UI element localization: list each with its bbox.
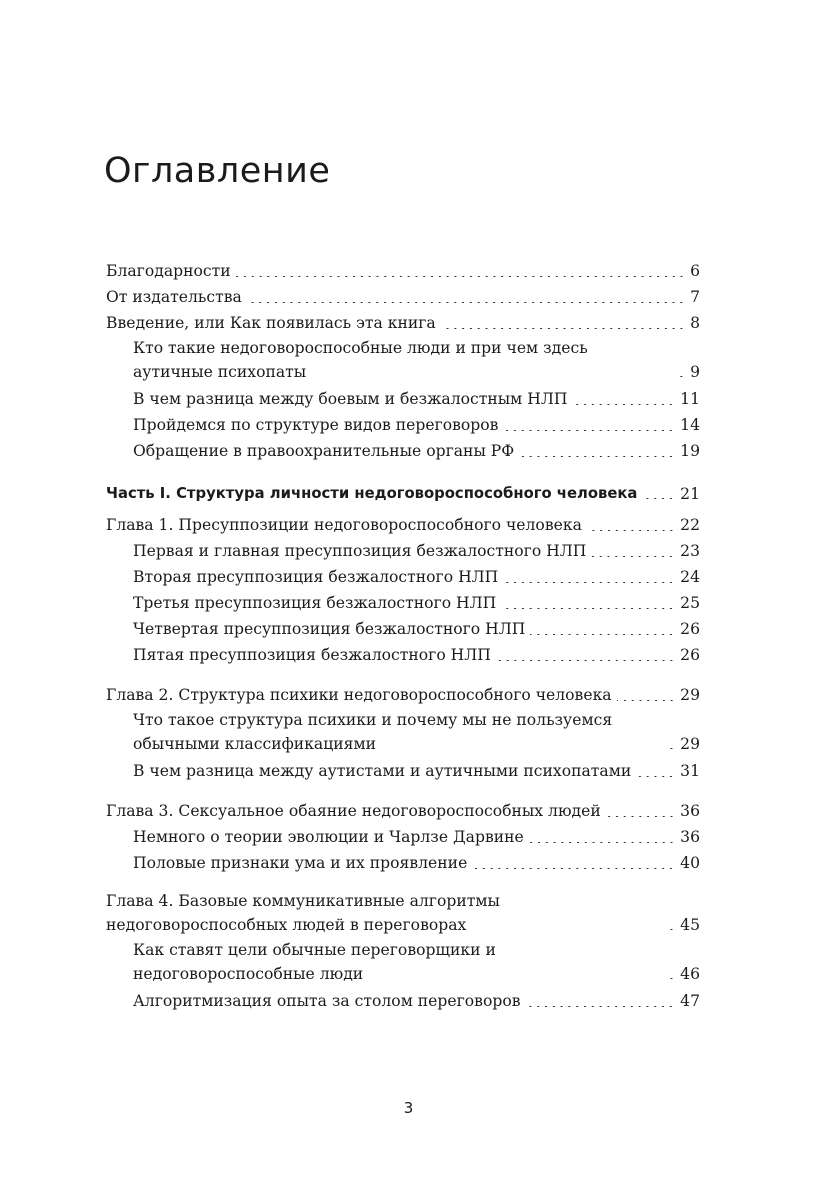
- toc-subentry[interactable]: [106, 939, 700, 986]
- toc-entry-label: Глава 4. Базовые коммуникативные алгоритмы недоговороспособных людей в переговорах: [106, 892, 500, 934]
- toc-group-part-1: [106, 480, 700, 668]
- toc-entry-label: Половые признаки ума и их проявление: [133, 854, 468, 872]
- toc-page-number: 24: [680, 568, 700, 586]
- toc-entry-label: Первая и главная пресуппозиция безжалостного НЛП: [133, 542, 587, 560]
- toc-page-number: 11: [680, 390, 700, 408]
- dot-leader: [525, 1006, 675, 1007]
- toc-subentry[interactable]: [106, 616, 700, 642]
- toc-page-number: 26: [680, 620, 700, 638]
- dot-leader: [247, 302, 685, 303]
- toc-page-number: 6: [690, 262, 700, 280]
- dot-leader: [667, 978, 675, 979]
- toc-entry-label: Обращение в правоохранительные органы РФ: [133, 442, 515, 460]
- toc-subentry[interactable]: [106, 538, 700, 564]
- toc-subentry[interactable]: [106, 709, 700, 756]
- toc-entry-label: Глава 3. Сексуальное обаяние недоговороспособных людей: [106, 802, 601, 820]
- dot-leader: [667, 929, 675, 930]
- dot-leader: [236, 276, 685, 277]
- dot-leader: [617, 700, 676, 701]
- toc-entry-label: Алгоритмизация опыта за столом переговоров: [133, 992, 521, 1010]
- toc-subentry[interactable]: [106, 412, 700, 438]
- toc-entry-label: Введение, или Как появилась эта книга: [106, 314, 436, 332]
- toc-subentry[interactable]: [106, 337, 700, 384]
- toc-entry[interactable]: [106, 512, 700, 538]
- toc-entry-label: Глава 2. Структура психики недоговороспособного человека: [106, 686, 612, 704]
- dot-leader: [636, 776, 675, 777]
- toc-entry[interactable]: [106, 258, 700, 284]
- dot-leader: [572, 404, 675, 405]
- toc-entry-label: Как ставят цели обычные переговорщики и недоговороспособные люди: [133, 941, 496, 983]
- dot-leader: [496, 660, 675, 661]
- toc-subentry[interactable]: [106, 590, 700, 616]
- toc-group-chapter-4: [106, 890, 700, 1014]
- toc-subentry[interactable]: [106, 758, 700, 784]
- toc-entry-label: Кто такие недоговороспособные люди и при чем здесь аутичные психопаты: [133, 339, 588, 381]
- toc-entry-label: Глава 1. Пресуппозиции недоговороспособного человека: [106, 516, 582, 534]
- dot-leader: [606, 816, 675, 817]
- toc-page-number: 14: [680, 416, 700, 434]
- toc-page-number: 45: [680, 915, 700, 934]
- toc-page-number: 21: [680, 484, 700, 503]
- toc-page-number: 19: [680, 442, 700, 460]
- toc-page-number: 7: [690, 288, 700, 306]
- page-title: Оглавление: [104, 151, 331, 191]
- toc-subentry[interactable]: [106, 386, 700, 412]
- toc-entry[interactable]: [106, 310, 700, 336]
- toc-group-chapter-2: [106, 682, 700, 784]
- dot-leader: [591, 556, 675, 557]
- toc-page-number: 46: [680, 964, 700, 983]
- toc-page-number: 29: [680, 734, 700, 753]
- toc-entry-label: Четвертая пресуппозиция безжалостного НЛП: [133, 620, 526, 638]
- toc-subentry[interactable]: [106, 438, 700, 464]
- toc-entry[interactable]: [106, 284, 700, 310]
- toc-entry[interactable]: [106, 682, 700, 708]
- dot-leader: [503, 582, 675, 583]
- toc-entry-label: Вторая пресуппозиция безжалостного НЛП: [133, 568, 499, 586]
- toc-page-number: 22: [680, 516, 700, 534]
- dot-leader: [677, 376, 685, 377]
- dot-leader: [441, 328, 685, 329]
- dot-leader: [501, 608, 675, 609]
- dot-leader: [519, 456, 675, 457]
- toc-entry[interactable]: [106, 798, 700, 824]
- dot-leader: [667, 748, 675, 749]
- dot-leader: [503, 430, 675, 431]
- toc-page-number: 26: [680, 646, 700, 664]
- dot-leader: [587, 530, 675, 531]
- toc-page-number: 31: [680, 762, 700, 780]
- toc-entry-label: В чем разница между аутистами и аутичными психопатами: [133, 762, 632, 780]
- toc-subentry[interactable]: [106, 988, 700, 1014]
- dot-leader: [530, 634, 675, 635]
- dot-leader: [529, 842, 675, 843]
- toc-subentry[interactable]: [106, 564, 700, 590]
- toc-entry-label: Третья пресуппозиция безжалостного НЛП: [133, 594, 497, 612]
- toc-page-number: 36: [680, 802, 700, 820]
- page-number: 3: [403, 1099, 414, 1117]
- toc-entry-label: Немного о теории эволюции и Чарлзе Дарвине: [133, 828, 524, 846]
- toc-entry-label: В чем разница между боевым и безжалостным НЛП: [133, 390, 568, 408]
- toc-entry-label: Часть I. Структура личности недоговороспособного человека: [106, 484, 638, 502]
- toc-page-number: 29: [680, 686, 700, 704]
- toc-page-number: 47: [680, 992, 700, 1010]
- toc-page-number: 9: [690, 362, 700, 381]
- toc-entry-label: Пятая пресуппозиция безжалостного НЛП: [133, 646, 491, 664]
- toc-group-chapter-3: [106, 798, 700, 876]
- toc-entry-label: От издательства: [106, 288, 242, 306]
- toc-entry[interactable]: [106, 890, 700, 937]
- toc-entry-label: Пройдемся по структуре видов переговоров: [133, 416, 499, 434]
- dot-leader: [642, 498, 675, 499]
- dot-leader: [472, 868, 675, 869]
- table-of-contents: [106, 258, 700, 1028]
- toc-page-number: 8: [690, 314, 700, 332]
- toc-part-heading[interactable]: [106, 480, 700, 506]
- toc-page-number: 23: [680, 542, 700, 560]
- toc-entry-label: Благодарности: [106, 262, 231, 280]
- toc-page-number: 25: [680, 594, 700, 612]
- toc-subentry[interactable]: [106, 642, 700, 668]
- toc-page-number: 36: [680, 828, 700, 846]
- toc-entry-label: Что такое структура психики и почему мы не пользуемся обычными классификациями: [133, 711, 613, 753]
- toc-page-number: 40: [680, 854, 700, 872]
- toc-subentry[interactable]: [106, 850, 700, 876]
- toc-group-intro: [106, 258, 700, 464]
- toc-subentry[interactable]: [106, 824, 700, 850]
